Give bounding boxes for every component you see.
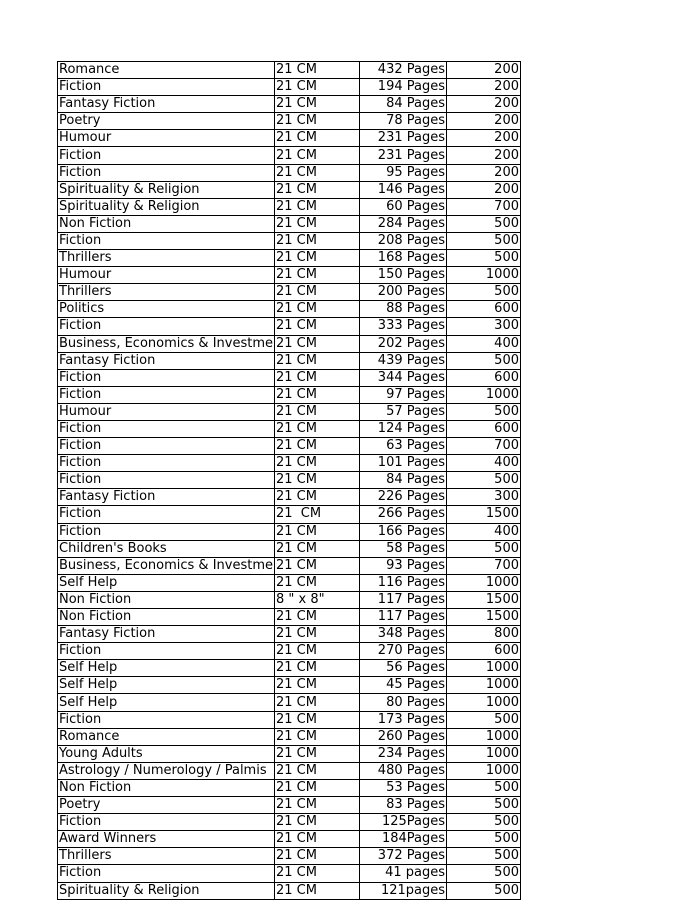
- genre-cell: Politics: [58, 301, 275, 318]
- price-cell: 500: [447, 250, 521, 267]
- table-row: [58, 96, 521, 113]
- size-cell: 21 CM: [275, 557, 360, 574]
- size-cell: 21 CM: [275, 472, 360, 489]
- size-cell: 21 CM: [275, 489, 360, 506]
- genre-cell: Fantasy Fiction: [58, 489, 275, 506]
- pages-cell: 125Pages: [360, 814, 447, 831]
- pages-cell: 166 Pages: [360, 523, 447, 540]
- table-row: [58, 232, 521, 249]
- price-cell: 500: [447, 352, 521, 369]
- genre-cell: Poetry: [58, 113, 275, 130]
- table-row: [58, 147, 521, 164]
- table-row: [58, 626, 521, 643]
- genre-cell: Astrology / Numerology / Palmis: [58, 762, 275, 779]
- size-cell: 21 CM: [275, 147, 360, 164]
- size-cell: 21 CM: [275, 164, 360, 181]
- table-row: [58, 882, 521, 899]
- table-row: [58, 557, 521, 574]
- pages-cell: 284 Pages: [360, 215, 447, 232]
- size-cell: 21 CM: [275, 455, 360, 472]
- genre-cell: Fiction: [58, 318, 275, 335]
- pages-cell: 231 Pages: [360, 130, 447, 147]
- size-cell: 21 CM: [275, 79, 360, 96]
- size-cell: 21 CM: [275, 403, 360, 420]
- table-row: [58, 164, 521, 181]
- price-cell: 1500: [447, 609, 521, 626]
- price-cell: 500: [447, 403, 521, 420]
- table-row: [58, 865, 521, 882]
- table-row: [58, 814, 521, 831]
- genre-cell: Young Adults: [58, 745, 275, 762]
- genre-cell: Humour: [58, 267, 275, 284]
- table-row: [58, 198, 521, 215]
- table-row: [58, 215, 521, 232]
- price-cell: 600: [447, 420, 521, 437]
- pages-cell: 231 Pages: [360, 147, 447, 164]
- genre-cell: Romance: [58, 62, 275, 79]
- table-row: [58, 660, 521, 677]
- size-cell: 21 CM: [275, 113, 360, 130]
- genre-cell: Self Help: [58, 694, 275, 711]
- table-row: [58, 181, 521, 198]
- genre-cell: Fiction: [58, 523, 275, 540]
- price-cell: 500: [447, 865, 521, 882]
- size-cell: 21 CM: [275, 660, 360, 677]
- pages-cell: 84 Pages: [360, 96, 447, 113]
- table-row: [58, 438, 521, 455]
- size-cell: 21 CM: [275, 779, 360, 796]
- size-cell: 21 CM: [275, 523, 360, 540]
- price-cell: 200: [447, 164, 521, 181]
- pages-cell: 168 Pages: [360, 250, 447, 267]
- price-cell: 200: [447, 147, 521, 164]
- price-cell: 800: [447, 626, 521, 643]
- table-row: [58, 523, 521, 540]
- size-cell: 21 CM: [275, 848, 360, 865]
- pages-cell: 208 Pages: [360, 232, 447, 249]
- table-row: [58, 831, 521, 848]
- table-row: [58, 352, 521, 369]
- price-cell: 1000: [447, 267, 521, 284]
- size-cell: 21 CM: [275, 267, 360, 284]
- pages-cell: 88 Pages: [360, 301, 447, 318]
- size-cell: 21 CM: [275, 882, 360, 899]
- genre-cell: Spirituality & Religion: [58, 198, 275, 215]
- price-cell: 1000: [447, 574, 521, 591]
- pages-cell: 121pages: [360, 882, 447, 899]
- table-row: [58, 403, 521, 420]
- size-cell: 21 CM: [275, 250, 360, 267]
- price-cell: 400: [447, 523, 521, 540]
- pages-cell: 150 Pages: [360, 267, 447, 284]
- genre-cell: Spirituality & Religion: [58, 181, 275, 198]
- genre-cell: Romance: [58, 728, 275, 745]
- pages-cell: 41 pages: [360, 865, 447, 882]
- table-row: [58, 591, 521, 608]
- genre-cell: Thrillers: [58, 848, 275, 865]
- size-cell: 21 CM: [275, 865, 360, 882]
- table-row: [58, 113, 521, 130]
- pages-cell: 57 Pages: [360, 403, 447, 420]
- pages-cell: 348 Pages: [360, 626, 447, 643]
- genre-cell: Fiction: [58, 455, 275, 472]
- size-cell: 21 CM: [275, 62, 360, 79]
- price-cell: 200: [447, 79, 521, 96]
- size-cell: 21 CM: [275, 438, 360, 455]
- price-cell: 1000: [447, 677, 521, 694]
- pages-cell: 56 Pages: [360, 660, 447, 677]
- pages-cell: 95 Pages: [360, 164, 447, 181]
- size-cell: 21 CM: [275, 540, 360, 557]
- pages-cell: 117 Pages: [360, 609, 447, 626]
- table-row: [58, 130, 521, 147]
- size-cell: 21 CM: [275, 96, 360, 113]
- price-cell: 700: [447, 557, 521, 574]
- price-cell: 600: [447, 643, 521, 660]
- genre-cell: Humour: [58, 403, 275, 420]
- pages-cell: 372 Pages: [360, 848, 447, 865]
- price-cell: 500: [447, 797, 521, 814]
- genre-cell: Fiction: [58, 232, 275, 249]
- size-cell: 21 CM: [275, 626, 360, 643]
- size-cell: 21 CM: [275, 301, 360, 318]
- size-cell: 21 CM: [275, 215, 360, 232]
- size-cell: 21 CM: [275, 728, 360, 745]
- genre-cell: Fantasy Fiction: [58, 96, 275, 113]
- price-cell: 1000: [447, 386, 521, 403]
- size-cell: 8 " x 8": [275, 591, 360, 608]
- genre-cell: Fiction: [58, 386, 275, 403]
- pages-cell: 480 Pages: [360, 762, 447, 779]
- size-cell: 21 CM: [275, 831, 360, 848]
- genre-cell: Fiction: [58, 865, 275, 882]
- size-cell: 21 CM: [275, 711, 360, 728]
- table-row: [58, 609, 521, 626]
- pages-cell: 194 Pages: [360, 79, 447, 96]
- size-cell: 21 CM: [275, 762, 360, 779]
- table-row: [58, 728, 521, 745]
- price-cell: 1000: [447, 660, 521, 677]
- size-cell: 21 CM: [275, 284, 360, 301]
- genre-cell: Children's Books: [58, 540, 275, 557]
- book-list-table: [57, 61, 521, 900]
- pages-cell: 146 Pages: [360, 181, 447, 198]
- table-row: [58, 301, 521, 318]
- price-cell: 1000: [447, 728, 521, 745]
- price-cell: 500: [447, 232, 521, 249]
- size-cell: 21 CM: [275, 814, 360, 831]
- size-cell: 21 CM: [275, 506, 360, 523]
- table-row: [58, 574, 521, 591]
- pages-cell: 93 Pages: [360, 557, 447, 574]
- genre-cell: Fiction: [58, 814, 275, 831]
- size-cell: 21 CM: [275, 420, 360, 437]
- pages-cell: 45 Pages: [360, 677, 447, 694]
- size-cell: 21 CM: [275, 797, 360, 814]
- pages-cell: 226 Pages: [360, 489, 447, 506]
- pages-cell: 101 Pages: [360, 455, 447, 472]
- table-row: [58, 677, 521, 694]
- price-cell: 200: [447, 96, 521, 113]
- size-cell: 21 CM: [275, 335, 360, 352]
- table-row: [58, 745, 521, 762]
- table-row: [58, 694, 521, 711]
- table-row: [58, 472, 521, 489]
- table-row: [58, 267, 521, 284]
- genre-cell: Business, Economics & Investme: [59, 557, 273, 573]
- table-row: [58, 506, 521, 523]
- size-cell: 21 CM: [275, 198, 360, 215]
- table-row: [58, 79, 521, 96]
- price-cell: 400: [447, 335, 521, 352]
- genre-cell: Poetry: [58, 797, 275, 814]
- table-row: [58, 318, 521, 335]
- price-cell: 600: [447, 301, 521, 318]
- pages-cell: 234 Pages: [360, 745, 447, 762]
- pages-cell: 266 Pages: [360, 506, 447, 523]
- price-cell: 500: [447, 540, 521, 557]
- price-cell: 500: [447, 882, 521, 899]
- table-row: [58, 250, 521, 267]
- genre-cell: Award Winners: [58, 831, 275, 848]
- pages-cell: 260 Pages: [360, 728, 447, 745]
- table-row: [58, 540, 521, 557]
- pages-cell: 97 Pages: [360, 386, 447, 403]
- genre-cell: Non Fiction: [58, 591, 275, 608]
- genre-cell: Fiction: [58, 164, 275, 181]
- genre-cell: Self Help: [58, 677, 275, 694]
- size-cell: 21 CM: [275, 677, 360, 694]
- genre-cell: Thrillers: [58, 284, 275, 301]
- price-cell: 500: [447, 831, 521, 848]
- pages-cell: 124 Pages: [360, 420, 447, 437]
- genre-cell: Fiction: [58, 420, 275, 437]
- genre-cell: Fiction: [58, 711, 275, 728]
- genre-cell: Fiction: [58, 147, 275, 164]
- pages-cell: 84 Pages: [360, 472, 447, 489]
- price-cell: 1500: [447, 506, 521, 523]
- genre-cell: Fiction: [58, 472, 275, 489]
- table-row: [58, 62, 521, 79]
- price-cell: 500: [447, 779, 521, 796]
- table-row: [58, 489, 521, 506]
- price-cell: 400: [447, 455, 521, 472]
- pages-cell: 58 Pages: [360, 540, 447, 557]
- genre-cell: Fiction: [58, 506, 275, 523]
- pages-cell: 184Pages: [360, 831, 447, 848]
- size-cell: 21 CM: [275, 130, 360, 147]
- genre-cell: Non Fiction: [58, 609, 275, 626]
- size-cell: 21 CM: [275, 369, 360, 386]
- size-cell: 21 CM: [275, 643, 360, 660]
- pages-cell: 344 Pages: [360, 369, 447, 386]
- pages-cell: 173 Pages: [360, 711, 447, 728]
- genre-cell: Fiction: [58, 643, 275, 660]
- price-cell: 500: [447, 284, 521, 301]
- size-cell: 21 CM: [275, 386, 360, 403]
- genre-cell: Self Help: [58, 574, 275, 591]
- table-row: [58, 284, 521, 301]
- table-row: [58, 455, 521, 472]
- genre-cell: Fantasy Fiction: [58, 352, 275, 369]
- pages-cell: 80 Pages: [360, 694, 447, 711]
- price-cell: 200: [447, 130, 521, 147]
- price-cell: 300: [447, 489, 521, 506]
- price-cell: 700: [447, 438, 521, 455]
- size-cell: 21 CM: [275, 318, 360, 335]
- pages-cell: 78 Pages: [360, 113, 447, 130]
- size-cell: 21 CM: [275, 745, 360, 762]
- price-cell: 1000: [447, 694, 521, 711]
- price-cell: 200: [447, 181, 521, 198]
- genre-cell: Fantasy Fiction: [58, 626, 275, 643]
- table-row: [58, 386, 521, 403]
- pages-cell: 116 Pages: [360, 574, 447, 591]
- price-cell: 600: [447, 369, 521, 386]
- genre-cell: Non Fiction: [58, 779, 275, 796]
- genre-cell: Non Fiction: [58, 215, 275, 232]
- genre-cell: Humour: [58, 130, 275, 147]
- pages-cell: 432 Pages: [360, 62, 447, 79]
- table-row: [58, 848, 521, 865]
- genre-cell: Spirituality & Religion: [58, 882, 275, 899]
- size-cell: 21 CM: [275, 181, 360, 198]
- price-cell: 500: [447, 848, 521, 865]
- table-row: [58, 779, 521, 796]
- size-cell: 21 CM: [275, 232, 360, 249]
- size-cell: 21 CM: [275, 694, 360, 711]
- table-row: [58, 420, 521, 437]
- pages-cell: 63 Pages: [360, 438, 447, 455]
- genre-cell: Business, Economics & Investme: [59, 335, 273, 351]
- pages-cell: 83 Pages: [360, 797, 447, 814]
- price-cell: 200: [447, 62, 521, 79]
- genre-cell: Fiction: [58, 438, 275, 455]
- price-cell: 200: [447, 113, 521, 130]
- price-cell: 1000: [447, 745, 521, 762]
- table-row: [58, 643, 521, 660]
- genre-cell: Self Help: [58, 660, 275, 677]
- table-row: [58, 797, 521, 814]
- size-cell: 21 CM: [275, 352, 360, 369]
- genre-cell: Fiction: [58, 369, 275, 386]
- table-row: [58, 711, 521, 728]
- pages-cell: 202 Pages: [360, 335, 447, 352]
- price-cell: 300: [447, 318, 521, 335]
- price-cell: 500: [447, 814, 521, 831]
- size-cell: 21 CM: [275, 609, 360, 626]
- table-row: [58, 762, 521, 779]
- price-cell: 1500: [447, 591, 521, 608]
- genre-cell: Fiction: [58, 79, 275, 96]
- pages-cell: 333 Pages: [360, 318, 447, 335]
- price-cell: 700: [447, 198, 521, 215]
- pages-cell: 117 Pages: [360, 591, 447, 608]
- price-cell: 500: [447, 711, 521, 728]
- pages-cell: 270 Pages: [360, 643, 447, 660]
- pages-cell: 53 Pages: [360, 779, 447, 796]
- genre-cell: Thrillers: [58, 250, 275, 267]
- pages-cell: 200 Pages: [360, 284, 447, 301]
- table-row: [58, 369, 521, 386]
- price-cell: 500: [447, 472, 521, 489]
- price-cell: 1000: [447, 762, 521, 779]
- table-row: [58, 335, 521, 352]
- pages-cell: 60 Pages: [360, 198, 447, 215]
- price-cell: 500: [447, 215, 521, 232]
- size-cell: 21 CM: [275, 574, 360, 591]
- table-body: [58, 62, 521, 900]
- pages-cell: 439 Pages: [360, 352, 447, 369]
